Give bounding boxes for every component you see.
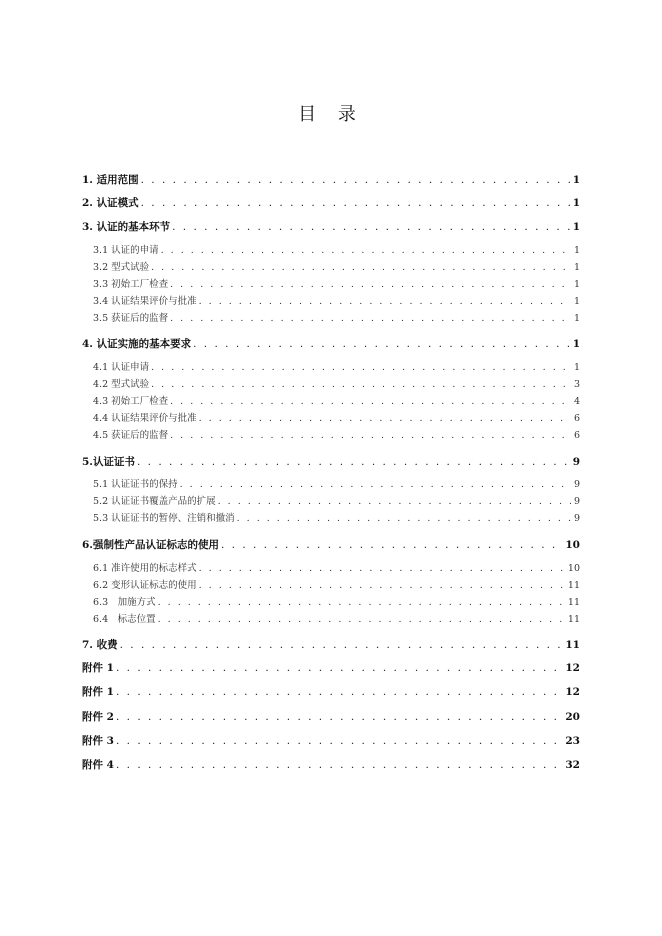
toc-page-number: 9 xyxy=(573,496,580,507)
toc-entry[interactable] xyxy=(82,757,580,773)
toc-subentry[interactable] xyxy=(93,612,580,628)
toc-entry-text: 附件 2 xyxy=(82,711,114,723)
toc-page-number: 1 xyxy=(572,221,580,233)
toc-entry[interactable] xyxy=(82,684,580,700)
toc-subentry[interactable] xyxy=(93,243,580,259)
toc-entry[interactable] xyxy=(82,660,580,676)
toc-page-number: 9 xyxy=(573,513,580,524)
dot-leader xyxy=(180,477,571,493)
dot-leader xyxy=(221,537,562,553)
toc-entry-text: 6.强制性产品认证标志的使用 xyxy=(82,539,219,551)
toc-entry[interactable] xyxy=(82,336,580,352)
toc-entry-text: 3.2 型式试验 xyxy=(93,262,150,273)
toc-subentry[interactable] xyxy=(93,428,580,444)
toc-page-number: 23 xyxy=(565,735,580,747)
toc-subentry[interactable] xyxy=(93,260,580,276)
toc-subentry[interactable] xyxy=(93,578,580,594)
toc-entry[interactable] xyxy=(82,195,580,211)
toc-entry-text: 6.3 加施方式 xyxy=(93,597,156,608)
toc-entry-text: 5.2 认证证书覆盖产品的扩展 xyxy=(93,496,216,507)
toc-subentry[interactable] xyxy=(93,511,580,527)
toc-entry-text: 附件 1 xyxy=(82,686,114,698)
toc-entry[interactable] xyxy=(82,454,580,470)
dot-leader xyxy=(218,494,571,510)
toc-entry[interactable] xyxy=(82,537,580,553)
toc-entry-text: 3.4 认证结果评价与批准 xyxy=(93,296,197,307)
dot-leader xyxy=(199,578,565,594)
toc-entry-text: 附件 3 xyxy=(82,735,114,747)
toc-subentry[interactable] xyxy=(93,294,580,310)
toc-entry[interactable] xyxy=(82,733,580,749)
toc-entry-text: 6.4 标志位置 xyxy=(93,614,156,625)
toc-entry-text: 附件 1 xyxy=(82,662,114,674)
toc-page-number: 10 xyxy=(567,563,580,574)
toc-subentry[interactable] xyxy=(93,377,580,393)
toc-page-number: 1 xyxy=(573,313,580,324)
toc-page-number: 1 xyxy=(572,197,580,209)
dot-leader xyxy=(116,684,562,700)
dot-leader xyxy=(193,336,570,352)
toc-page-number: 6 xyxy=(573,430,580,441)
dot-leader xyxy=(137,454,570,470)
toc-page-number: 1 xyxy=(573,245,580,256)
dot-leader xyxy=(199,294,571,310)
toc-subentry[interactable] xyxy=(93,477,580,493)
toc-entry[interactable] xyxy=(82,637,580,653)
dot-leader xyxy=(151,377,571,393)
toc-entry-text: 4.3 初始工厂检查 xyxy=(93,396,169,407)
dot-leader xyxy=(158,595,565,611)
toc-page-number: 12 xyxy=(565,662,580,674)
toc-entry-text: 5.认证证书 xyxy=(82,456,135,468)
toc-page-number: 12 xyxy=(565,686,580,698)
toc-page-number: 1 xyxy=(573,262,580,273)
toc-subentry[interactable] xyxy=(93,561,580,577)
dot-leader xyxy=(116,733,562,749)
toc-page-number: 4 xyxy=(573,396,580,407)
toc-subentry[interactable] xyxy=(93,494,580,510)
toc-subentry[interactable] xyxy=(93,595,580,611)
toc-subentry[interactable] xyxy=(93,394,580,410)
dot-leader xyxy=(170,394,571,410)
toc-entry-text: 4.2 型式试验 xyxy=(93,379,150,390)
toc-entry-text: 4.5 获证后的监督 xyxy=(93,430,169,441)
toc-entry[interactable] xyxy=(82,709,580,725)
page-title: 目 录 xyxy=(298,104,364,125)
toc-entry-text: 6.1 准许使用的标志样式 xyxy=(93,563,197,574)
toc-entry-text: 4.4 认证结果评价与批准 xyxy=(93,413,197,424)
toc-page-number: 11 xyxy=(567,597,580,608)
dot-leader xyxy=(116,660,562,676)
toc-entry-text: 5.1 认证证书的保持 xyxy=(93,479,178,490)
dot-leader xyxy=(141,195,570,211)
toc-entry-text: 3.1 认证的申请 xyxy=(93,245,159,256)
toc-subentry[interactable] xyxy=(93,360,580,376)
dot-leader xyxy=(120,637,563,653)
toc-entry[interactable] xyxy=(82,219,580,235)
toc-entry-text: 5.3 认证证书的暂停、注销和撤消 xyxy=(93,513,235,524)
toc-subentry[interactable] xyxy=(93,411,580,427)
dot-leader xyxy=(116,709,562,725)
toc-page-number: 1 xyxy=(573,362,580,373)
dot-leader xyxy=(141,172,570,188)
toc-entry-text: 3.5 获证后的监督 xyxy=(93,313,169,324)
toc-entry-text: 附件 4 xyxy=(82,759,114,771)
toc-page-number: 1 xyxy=(572,338,580,350)
toc-page-number: 1 xyxy=(573,279,580,290)
toc-page-number: 32 xyxy=(565,759,580,771)
dot-leader xyxy=(172,219,570,235)
dot-leader xyxy=(170,311,571,327)
toc-page-number: 9 xyxy=(572,456,580,468)
dot-leader xyxy=(199,411,571,427)
dot-leader xyxy=(170,277,571,293)
toc-page-number: 11 xyxy=(565,639,580,651)
dot-leader xyxy=(151,260,571,276)
toc-entry-text: 4. 认证实施的基本要求 xyxy=(82,338,192,350)
toc-entry-text: 1. 适用范围 xyxy=(82,174,139,186)
toc-entry-text: 3. 认证的基本环节 xyxy=(82,221,171,233)
toc-entry-text: 3.3 初始工厂检查 xyxy=(93,279,169,290)
toc-page-number: 1 xyxy=(573,296,580,307)
toc-page-number: 11 xyxy=(567,580,580,591)
toc-page-number: 11 xyxy=(567,614,580,625)
toc-entry-text: 2. 认证模式 xyxy=(82,197,139,209)
dot-leader xyxy=(161,243,571,259)
toc-page-number: 6 xyxy=(573,413,580,424)
dot-leader xyxy=(237,511,571,527)
toc-entry-text: 6.2 变形认证标志的使用 xyxy=(93,580,197,591)
dot-leader xyxy=(151,360,571,376)
toc-page-number: 1 xyxy=(572,174,580,186)
dot-leader xyxy=(158,612,565,628)
toc-page-number: 10 xyxy=(565,539,580,551)
dot-leader xyxy=(170,428,571,444)
dot-leader xyxy=(116,757,562,773)
toc-entry[interactable] xyxy=(82,172,580,188)
toc-subentry[interactable] xyxy=(93,311,580,327)
toc-subentry[interactable] xyxy=(93,277,580,293)
toc-page-number: 3 xyxy=(573,379,580,390)
toc-entry-text: 7. 收费 xyxy=(82,639,118,651)
toc-page-number: 20 xyxy=(565,711,580,723)
toc-entry-text: 4.1 认证申请 xyxy=(93,362,150,373)
dot-leader xyxy=(199,561,565,577)
toc-page-number: 9 xyxy=(573,479,580,490)
